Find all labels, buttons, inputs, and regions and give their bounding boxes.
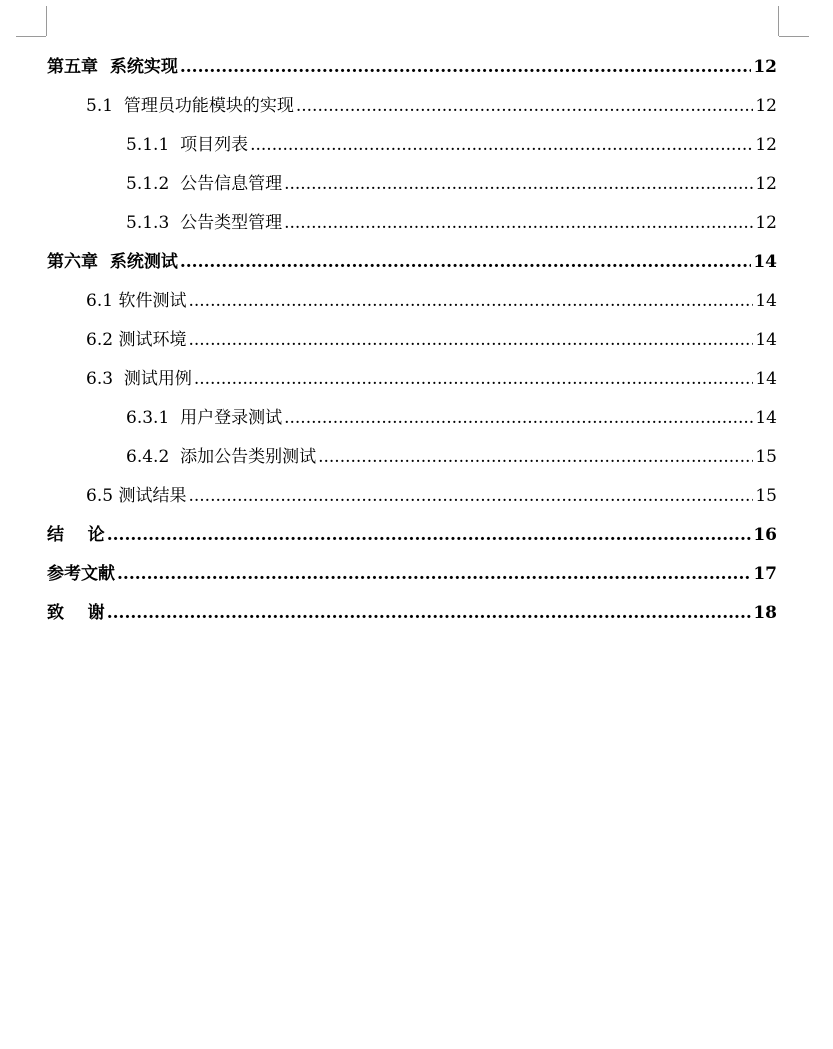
toc-page-number: 17 — [753, 564, 777, 584]
toc-entry-title: 参考文献 — [47, 564, 115, 584]
toc-dot-leader — [180, 54, 751, 80]
toc-dot-leader — [194, 366, 754, 392]
toc-entry[interactable] — [47, 405, 777, 444]
toc-entry-title: 6.1 软件测试 — [86, 291, 187, 311]
toc-page-number: 14 — [755, 369, 777, 389]
toc-entry[interactable] — [47, 561, 777, 600]
crop-mark-top-left — [46, 6, 47, 36]
toc-entry[interactable] — [47, 483, 777, 522]
toc-page-number: 12 — [753, 57, 777, 77]
toc-dot-leader — [296, 93, 754, 119]
toc-entry-title: 致 谢 — [47, 603, 105, 623]
toc-page-number: 14 — [755, 291, 777, 311]
toc-page-number: 15 — [755, 486, 777, 506]
toc-entry-title: 6.5 测试结果 — [86, 486, 187, 506]
toc-entry[interactable] — [47, 210, 777, 249]
toc-page-number: 18 — [753, 603, 777, 623]
toc-page-number: 12 — [755, 213, 777, 233]
toc-entry-title: 第五章 系统实现 — [47, 57, 178, 77]
toc-entry-title: 结 论 — [47, 525, 105, 545]
toc-entry[interactable] — [47, 288, 777, 327]
toc-entry[interactable] — [47, 132, 777, 171]
toc-entry-title: 6.4.2 添加公告类别测试 — [126, 447, 317, 467]
crop-mark-top-left — [16, 36, 46, 37]
toc-entry-title: 6.2 测试环境 — [86, 330, 187, 350]
toc-entry[interactable] — [47, 444, 777, 483]
toc-page-number: 12 — [755, 174, 777, 194]
toc-entry-title: 6.3 测试用例 — [86, 369, 192, 389]
toc-dot-leader — [180, 249, 751, 275]
toc-dot-leader — [188, 288, 753, 314]
toc-dot-leader — [188, 483, 753, 509]
toc-dot-leader — [284, 210, 753, 236]
toc-page-number: 15 — [755, 447, 777, 467]
crop-mark-top-right — [779, 36, 809, 37]
toc-entry-title: 5.1.3 公告类型管理 — [126, 213, 283, 233]
toc-entry-title: 5.1 管理员功能模块的实现 — [86, 96, 294, 116]
toc-entry-title: 5.1.2 公告信息管理 — [126, 174, 283, 194]
toc-entry[interactable] — [47, 171, 777, 210]
toc-dot-leader — [284, 405, 753, 431]
toc-entry[interactable] — [47, 327, 777, 366]
toc-entry-title: 6.3.1 用户登录测试 — [126, 408, 283, 428]
toc-dot-leader — [117, 561, 751, 587]
toc-entry[interactable] — [47, 249, 777, 288]
toc-entry-title: 第六章 系统测试 — [47, 252, 178, 272]
table-of-contents — [47, 54, 777, 639]
toc-page-number: 12 — [755, 96, 777, 116]
toc-entry[interactable] — [47, 366, 777, 405]
toc-page-number: 14 — [755, 408, 777, 428]
toc-page-number: 12 — [755, 135, 777, 155]
toc-dot-leader — [107, 600, 752, 626]
toc-page-number: 14 — [753, 252, 777, 272]
toc-dot-leader — [107, 522, 752, 548]
toc-entry-title: 5.1.1 项目列表 — [126, 135, 249, 155]
toc-page-number: 14 — [755, 330, 777, 350]
toc-entry[interactable] — [47, 522, 777, 561]
toc-entry[interactable] — [47, 600, 777, 639]
toc-page-number: 16 — [753, 525, 777, 545]
toc-dot-leader — [250, 132, 753, 158]
toc-dot-leader — [188, 327, 753, 353]
toc-dot-leader — [284, 171, 753, 197]
crop-mark-top-right — [778, 6, 779, 36]
toc-entry[interactable] — [47, 54, 777, 93]
toc-entry[interactable] — [47, 93, 777, 132]
toc-dot-leader — [318, 444, 753, 470]
